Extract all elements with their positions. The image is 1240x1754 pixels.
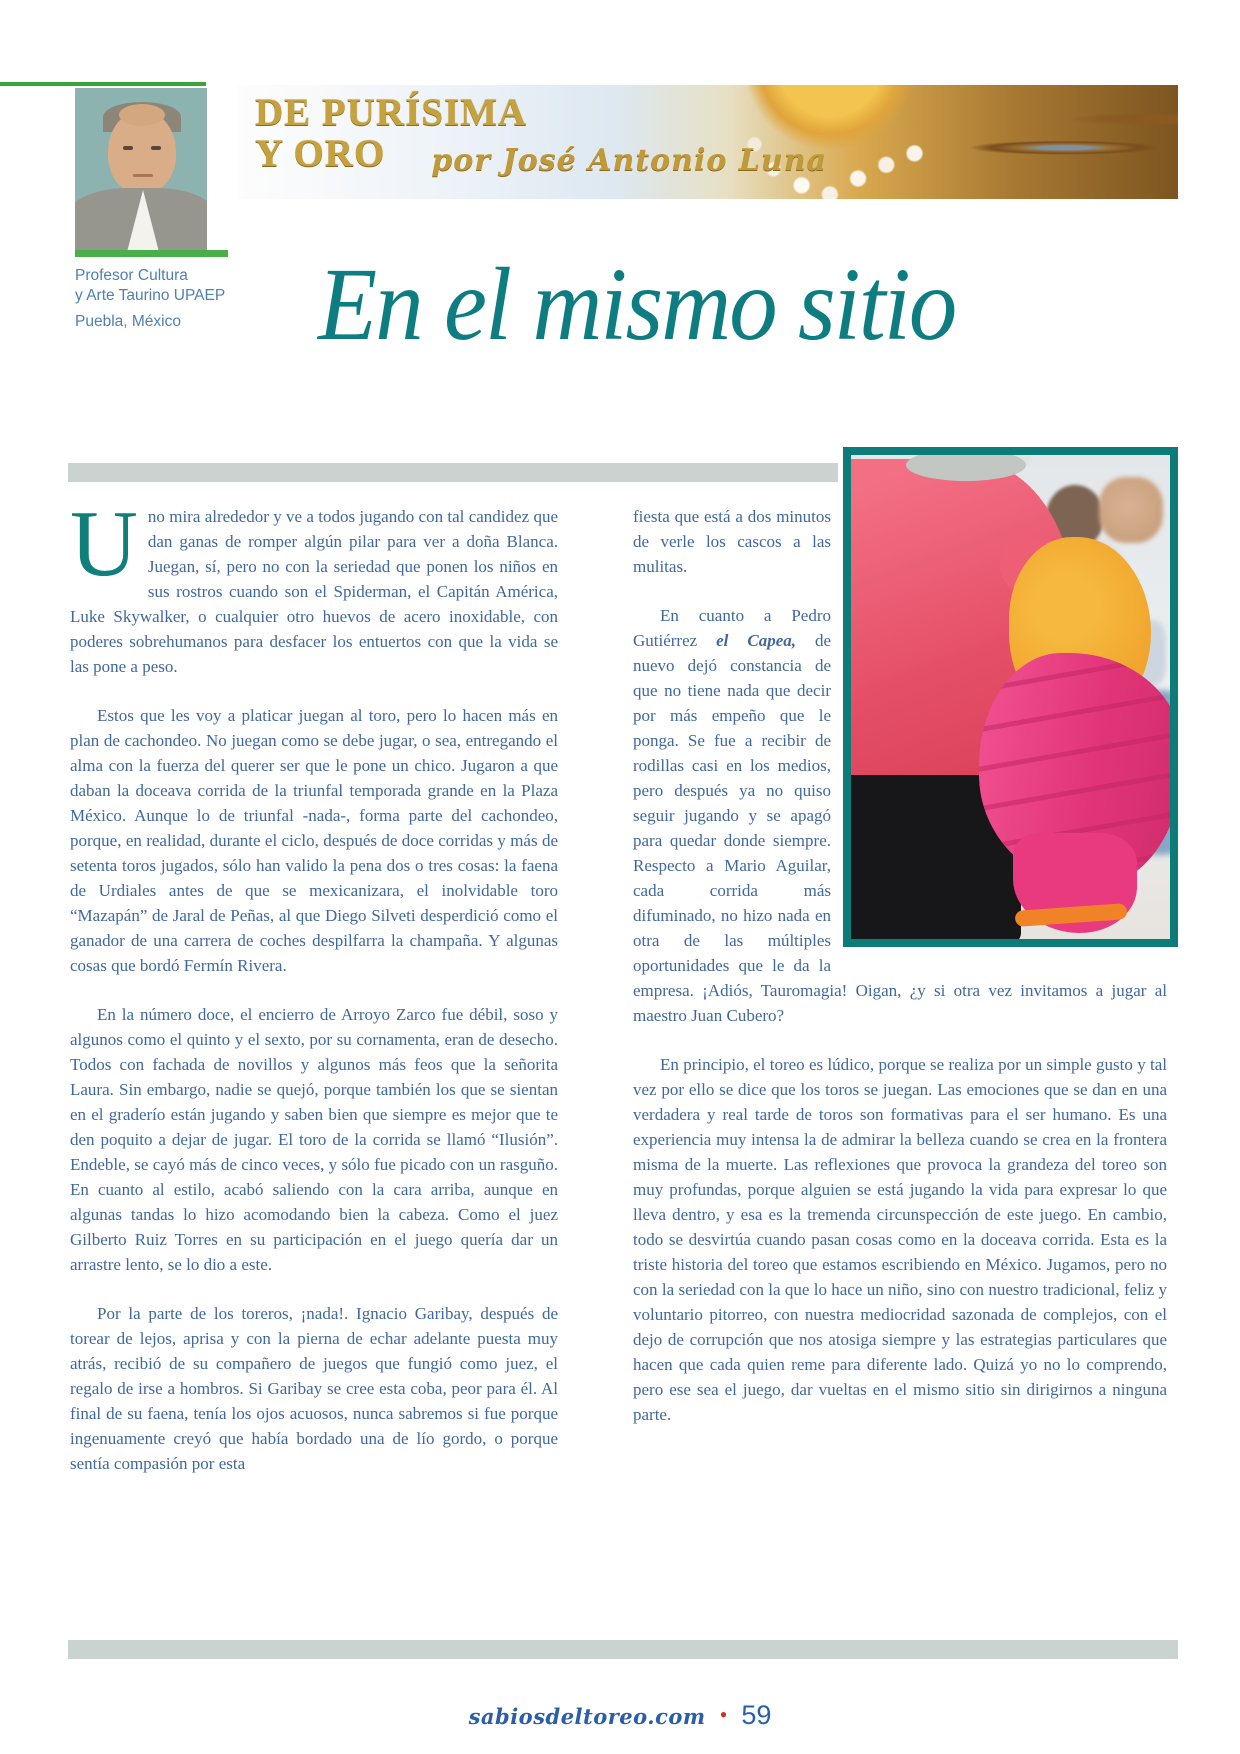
top-divider-bar [68,463,838,482]
author-photo [75,88,207,250]
paragraph: En cuanto a Pedro Gutiérrez el Capea, de nuevo dejó constancia de que no tiene nada que decir por más empeño que le ponga. Se fue a recibir de rodillas casi en los medios, pero después ya no quiso seguir jugando y se apagó para quedar donde siempre. Respecto a Mario Aguilar, cada corrida más difuminado, no hizo nada en otra de las múltiples oportunidades que le da la empresa. ¡Adiós, Tauromagia! Oigan, ¿y si otra vez invitamos a jugar al maestro Juan Cubero? [633,606,1167,1025]
author-caption-line3: Puebla, México [75,313,181,331]
dropcap: U [70,492,138,596]
bottom-divider-bar [68,1640,1178,1659]
author-caption-line2: y Arte Taurino UPAEP [75,286,226,304]
photo-underline-bar [75,250,228,257]
section-banner [237,85,1178,199]
author-caption [75,266,255,332]
site-name: sabiosdeltoreo.com [468,1704,706,1729]
footer-bullet-icon: • [719,1702,728,1727]
paragraph: Estos que les voy a platicar juegan al toro, pero lo hacen más en plan de cachondeo. No juegan como se debe jugar, o sea, entregando el alma con la fuerza del querer ser que le pone un chico. Jugaron a que daban la doceava corrida de la triunfal temporada grande en la Plaza México. Aunque lo de triunfal -nada-, forma parte del cachondeo, porque, en realidad, durante el ciclo, después de doce corridas y más de setenta toros jugados, sólo han valido la pena dos o tres cosas: la faena de Urdiales antes de que se mexicanizara, el inolvidable toro “Mazapán” de Jaral de Peñas, al que Diego Silveti desperdició como el ganador de una carrera de coches despilfarra la champaña. Y algunas cosas que bordó Fermín Rivera. [70,706,558,975]
article-headline: En el mismo sitio [318,247,956,362]
section-banner-text [255,91,827,179]
paragraph: Uno mira alrededor y ve a todos jugando con tal candidez que dan ganas de romper algún pilar para ver a doña Blanca. Juegan, sí, pero no con la seriedad que ponen los niños en sus rostros cuando son el Spiderman, el Capitán América, Luke Skywalker, o cualquier otro huevos de acero inoxidable, con poderes sobrehumanos para desfacer los entuertos con que la vida se las pone a peso. [70,492,558,676]
paragraph: fiesta que está a dos minutos de verle los cascos a las mulitas. [633,507,831,576]
photo-clapping-hands [1099,477,1163,543]
top-green-rule [0,82,206,86]
paragraph: En la número doce, el encierro de Arroyo Zarco fue débil, soso y algunos como el quinto y el sexto, por su cornamenta, eran de desecho. Todos con fachada de novillos y algunos más feos que la señorita Laura. Sin embargo, nadie se quejó, porque también los que se sientan en el graderío están jugando y saben bien que siempre es mejor que te den poquito a dejar de jugar. El toro de la corrida se llamó “Ilusión”. Endeble, se cayó más de cinco veces, y sólo fue picado con un rasguño. En cuanto al estilo, acabó saliendo con la cara arriba, aunque en algunas tandas lo hizo acomodando bien la cabeza. Como el juez Gilberto Ruiz Torres en su participación en el juego quería dar un arrastre lento, se lo dio a este. [70,1005,558,1274]
page-footer [0,1700,1240,1731]
article-column-left [70,492,558,1500]
bullfight-capea-photo [843,447,1178,947]
paragraph: En principio, el toreo es lúdico, porque se realiza por un simple gusto y tal vez por ello se dice que los toros se juegan. Las emociones que se dan en una verdadera y real tarde de toros son formativas para el ser humano. Es una experiencia muy intensa la de admirar la belleza cuando se crea en la frontera misma de la muerte. Las reflexiones que provoca la grandeza del toreo son muy profundas, porque alguien se está jugando la vida para expresar lo que lleva dentro, y esa es la tremenda circunspección de este juego. En cambio, todo se desvirtúa cuando pasan cosas como en la doceava corrida. Esta es la triste historia del toreo que estamos escribiendo en México. Jugamos, pero no con la seriedad con la que lo hace un niño, sino con nuestro tradicional, feliz y voluntario pitorreo, con nuestra mediocridad sazonada de complejos, con el dejo de corrupción que nos atosiga siempre y las estrategias particulares que hacen que cada quien reme para diferente lado. Quizá yo no lo comprendo, pero ese sea el juego, dar vueltas en el mismo sitio sin dirigirnos a ninguna parte. [633,1055,1167,1424]
emphasis-el-capea: el Capea, [716,631,796,650]
banner-title-line1: DE PURÍSIMA [255,91,528,134]
paragraph: Por la parte de los toreros, ¡nada!. Ignacio Garibay, después de torear de lejos, aprisa y con la pierna de echar adelante puesta muy atrás, recibió de su compañero de juegos que fungió como juez, el regalo de irse a hombros. Si Garibay se cree esta coba, peor para él. Al final de su faena, tenía los ojos acuosos, nunca sabremos si fue porque ingenuamente creyó que había bordado una de lío gordo, o porque sentía compasión por esta [70,1304,558,1473]
page-number: 59 [741,1700,772,1730]
banner-byline: por José Antonio Luna [431,143,827,179]
author-caption-line1: Profesor Cultura [75,267,188,284]
banner-title-line2: Y ORO [255,131,386,175]
